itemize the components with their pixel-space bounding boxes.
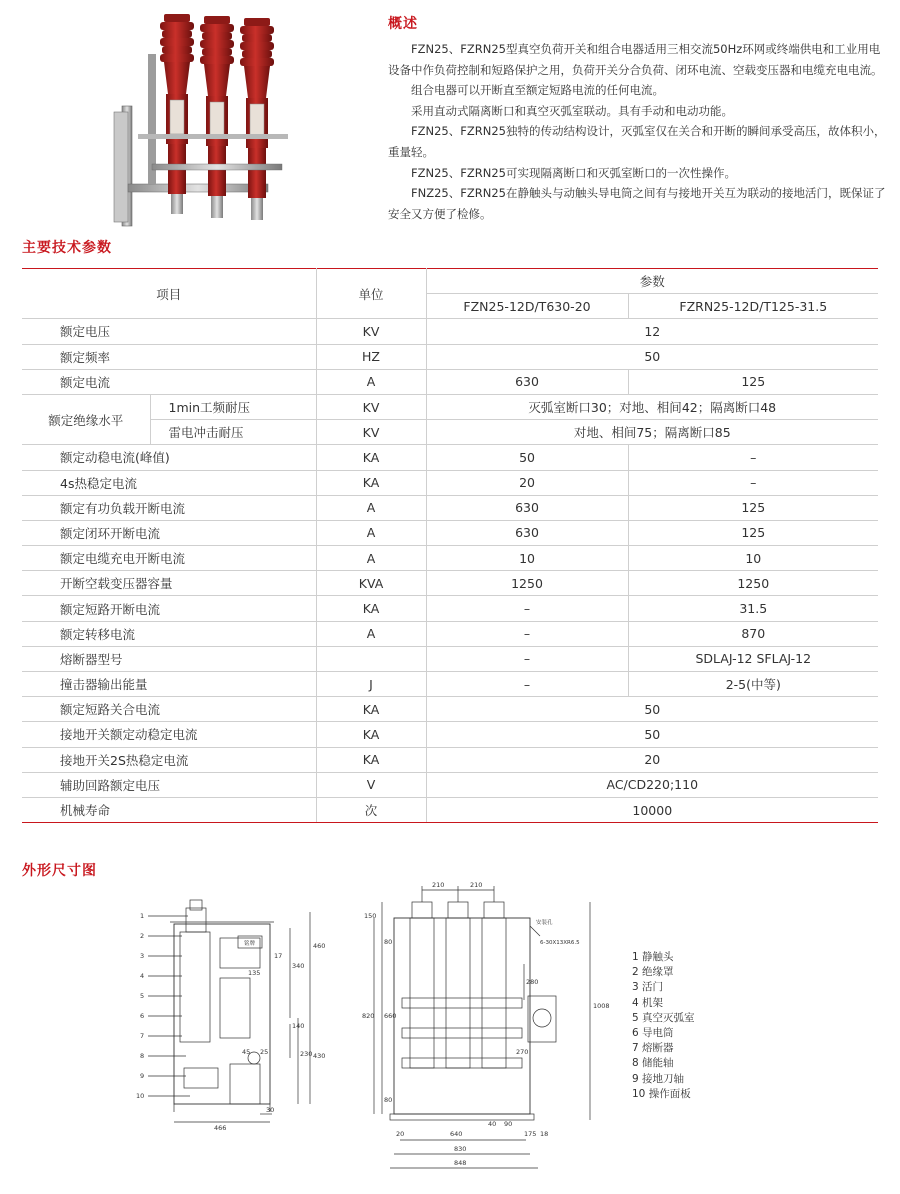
row-item: 额定频率	[22, 344, 316, 369]
dim-label: 848	[454, 1159, 467, 1167]
row-unit: HZ	[316, 344, 426, 369]
row-value-b: 870	[628, 621, 878, 646]
row-value-b: 125	[628, 369, 878, 394]
row-item: 额定电流	[22, 369, 316, 394]
row-value-b: 10	[628, 546, 878, 571]
front-view	[374, 886, 590, 1168]
part-label: 10	[136, 1092, 145, 1100]
row-value: 对地、相间75；隔离断口85	[426, 420, 878, 445]
legend-item: 7 熔断器	[632, 1042, 674, 1055]
dim-label: 140	[292, 1022, 305, 1030]
dim-label: 135	[248, 969, 261, 977]
table-row	[22, 495, 878, 520]
table-row	[22, 672, 878, 697]
row-value-a: –	[426, 621, 628, 646]
side-labels	[136, 912, 325, 1132]
table-row	[22, 621, 878, 646]
part-label: 8	[140, 1052, 145, 1060]
row-item: 额定短路关合电流	[22, 697, 316, 722]
row-item: 开断空载变压器容量	[22, 571, 316, 596]
overview-paragraph: FZN25、FZRN25型真空负荷开关和组合电器适用三相交流50Hz环网或终端供电和工业用电设备中作负荷控制和短路保护之用，负荷开关分合负荷、闭环电流、空载变压器和电缆充电电流。	[388, 42, 883, 77]
row-value: 灭弧室断口30；对地、相间42；隔离断口48	[426, 394, 878, 419]
table-row	[22, 445, 878, 470]
row-value-a: 630	[426, 520, 628, 545]
table-row	[22, 697, 878, 722]
row-unit: KV	[316, 420, 426, 445]
table-row	[22, 596, 878, 621]
header-model-b: FZRN25-12D/T125-31.5	[628, 294, 878, 319]
table-row	[22, 722, 878, 747]
dim-label: 80	[384, 1096, 393, 1104]
dim-label: 17	[274, 952, 283, 960]
row-item: 接地开关额定动稳定电流	[22, 722, 316, 747]
header-model-a: FZN25-12D/T630-20	[426, 294, 628, 319]
row-value-b: SDLAJ-12 SFLAJ-12	[628, 646, 878, 671]
table-row	[22, 546, 878, 571]
row-value-a: 630	[426, 495, 628, 520]
dim-label: 30	[266, 1106, 275, 1114]
row-value-a: –	[426, 596, 628, 621]
overview-paragraph: FNZ25、FZRN25在静触头与动触头导电筒之间有与接地开关互为联动的接地活门，既保证了安全又方便了检修。	[388, 186, 886, 221]
row-value-b: 2-5(中等)	[628, 672, 878, 697]
dim-label: 640	[450, 1130, 463, 1138]
header-params: 参数	[426, 269, 878, 294]
row-item: 额定转移电流	[22, 621, 316, 646]
overview-text	[388, 39, 888, 224]
table-row	[22, 420, 878, 445]
row-value-b: 1250	[628, 571, 878, 596]
table-row	[22, 319, 878, 344]
dim-label: 40	[488, 1120, 497, 1128]
row-value-b: –	[628, 445, 878, 470]
row-item: 额定电缆充电开断电流	[22, 546, 316, 571]
row-value: 50	[426, 697, 878, 722]
row-item: 额定短路开断电流	[22, 596, 316, 621]
row-value: AC/CD220;110	[426, 772, 878, 797]
legend-item: 2 绝缘罩	[632, 966, 674, 979]
row-unit: V	[316, 772, 426, 797]
row-unit: A	[316, 495, 426, 520]
row-value-b: 125	[628, 520, 878, 545]
row-unit: KV	[316, 319, 426, 344]
dim-label: 210	[432, 881, 445, 889]
legend-item: 8 储能轴	[632, 1057, 674, 1070]
overview-paragraph: FZN25、FZRN25独特的传动结构设计，灭弧室仅在关合和开断的瞬间承受高压，故体积小，重量轻。	[388, 124, 886, 159]
row-value-a: –	[426, 646, 628, 671]
table-row	[22, 646, 878, 671]
row-item: 4s热稳定电流	[22, 470, 316, 495]
dim-label: 660	[384, 1012, 397, 1020]
part-label: 4	[140, 972, 145, 980]
part-label: 5	[140, 992, 145, 1000]
part-label: 6	[140, 1012, 145, 1020]
overview-title: 概述	[388, 16, 418, 32]
table-row	[22, 470, 878, 495]
row-value-a: –	[426, 672, 628, 697]
table-row	[22, 344, 878, 369]
row-value: 12	[426, 319, 878, 344]
row-value: 50	[426, 344, 878, 369]
table-row	[22, 394, 878, 419]
dim-label: 20	[396, 1130, 405, 1138]
row-item: 额定动稳电流(峰值)	[22, 445, 316, 470]
row-value-b: 31.5	[628, 596, 878, 621]
row-value-a: 1250	[426, 571, 628, 596]
row-value-a: 50	[426, 445, 628, 470]
part-label: 9	[140, 1072, 145, 1080]
row-value-b: –	[628, 470, 878, 495]
part-label: 7	[140, 1032, 145, 1040]
dim-label: 230	[300, 1050, 313, 1058]
dim-label: 150	[364, 912, 377, 920]
row-item: 额定闭环开断电流	[22, 520, 316, 545]
table-header-row	[22, 269, 878, 294]
row-unit: KA	[316, 722, 426, 747]
dimension-drawing	[120, 878, 640, 1178]
front-labels	[362, 881, 610, 1167]
dim-label: 820	[362, 1012, 375, 1020]
row-value-a: 630	[426, 369, 628, 394]
row-unit: KA	[316, 697, 426, 722]
table-row	[22, 571, 878, 596]
legend-item: 5 真空灭弧室	[632, 1011, 695, 1024]
legend-item: 9 接地刀轴	[632, 1072, 685, 1085]
row-sub-item: 雷电冲击耐压	[150, 420, 316, 445]
row-item: 额定有功负载开断电流	[22, 495, 316, 520]
row-unit: KA	[316, 747, 426, 772]
legend-item: 6 导电筒	[632, 1027, 674, 1040]
row-value: 50	[426, 722, 878, 747]
row-item: 接地开关2S热稳定电流	[22, 747, 316, 772]
legend-item: 10 操作面板	[632, 1087, 691, 1100]
row-value: 10000	[426, 797, 878, 822]
dim-label: 1008	[593, 1002, 610, 1010]
dimension-title: 外形尺寸图	[22, 863, 97, 879]
row-value: 20	[426, 747, 878, 772]
row-unit: A	[316, 621, 426, 646]
dim-label: 210	[470, 881, 483, 889]
row-unit: KA	[316, 470, 426, 495]
part-label: 2	[140, 932, 145, 940]
table-row	[22, 797, 878, 822]
legend-item: 3 活门	[632, 981, 664, 994]
mount-hole-label: 安装孔	[536, 920, 553, 926]
header-unit: 单位	[316, 269, 426, 319]
overview-paragraph: 组合电器可以开断直至额定短路电流的任何电流。	[411, 83, 664, 98]
overview-paragraph: 采用直动式隔离断口和真空灭弧室联动。具有手动和电动功能。	[411, 103, 733, 118]
row-unit: KVA	[316, 571, 426, 596]
row-group: 额定绝缘水平	[22, 394, 150, 444]
table-row	[22, 369, 878, 394]
row-item: 辅助回路额定电压	[22, 772, 316, 797]
row-value-a: 20	[426, 470, 628, 495]
dim-label: 280	[526, 978, 539, 986]
row-item: 额定电压	[22, 319, 316, 344]
mount-hole-spec: 6-30X13XR6.5	[540, 940, 580, 946]
spec-title: 主要技术参数	[22, 240, 112, 256]
row-unit: 次	[316, 797, 426, 822]
part-label: 3	[140, 952, 145, 960]
parts-legend	[632, 950, 695, 1102]
row-value-b: 125	[628, 495, 878, 520]
table-row	[22, 772, 878, 797]
row-sub-item: 1min工频耐压	[150, 394, 316, 419]
row-item: 机械寿命	[22, 797, 316, 822]
row-unit: KA	[316, 445, 426, 470]
row-value-a: 10	[426, 546, 628, 571]
table-row	[22, 747, 878, 772]
legend-item: 4 机架	[632, 996, 664, 1009]
dim-label: 45	[242, 1048, 251, 1056]
part-label: 1	[140, 912, 145, 920]
row-unit: J	[316, 672, 426, 697]
row-unit: A	[316, 520, 426, 545]
product-photo	[108, 14, 316, 236]
table-row	[22, 520, 878, 545]
row-unit: KA	[316, 596, 426, 621]
dim-label: 340	[292, 962, 305, 970]
header-item: 项目	[22, 269, 316, 319]
dim-label: 25	[260, 1048, 269, 1056]
dim-label: 175	[524, 1130, 537, 1138]
dim-label: 270	[516, 1048, 529, 1056]
row-item: 熔断器型号	[22, 646, 316, 671]
overview-paragraph: FZN25、FZRN25可实现隔离断口和灭弧室断口的一次性操作。	[411, 165, 736, 180]
row-unit	[316, 646, 426, 671]
dim-label: 430	[313, 1052, 326, 1060]
legend-item: 1 静触头	[632, 951, 674, 963]
nameplate-label: 铭牌	[244, 941, 256, 947]
side-view	[148, 900, 313, 1122]
spec-table	[22, 268, 878, 823]
dim-label: 90	[504, 1120, 513, 1128]
row-unit: A	[316, 546, 426, 571]
dim-label: 830	[454, 1145, 467, 1153]
row-unit: KV	[316, 394, 426, 419]
dim-label: 466	[214, 1124, 227, 1132]
row-item: 撞击器输出能量	[22, 672, 316, 697]
dim-label: 80	[384, 938, 393, 946]
row-unit: A	[316, 369, 426, 394]
dim-label: 460	[313, 942, 326, 950]
dim-label: 18	[540, 1130, 549, 1138]
